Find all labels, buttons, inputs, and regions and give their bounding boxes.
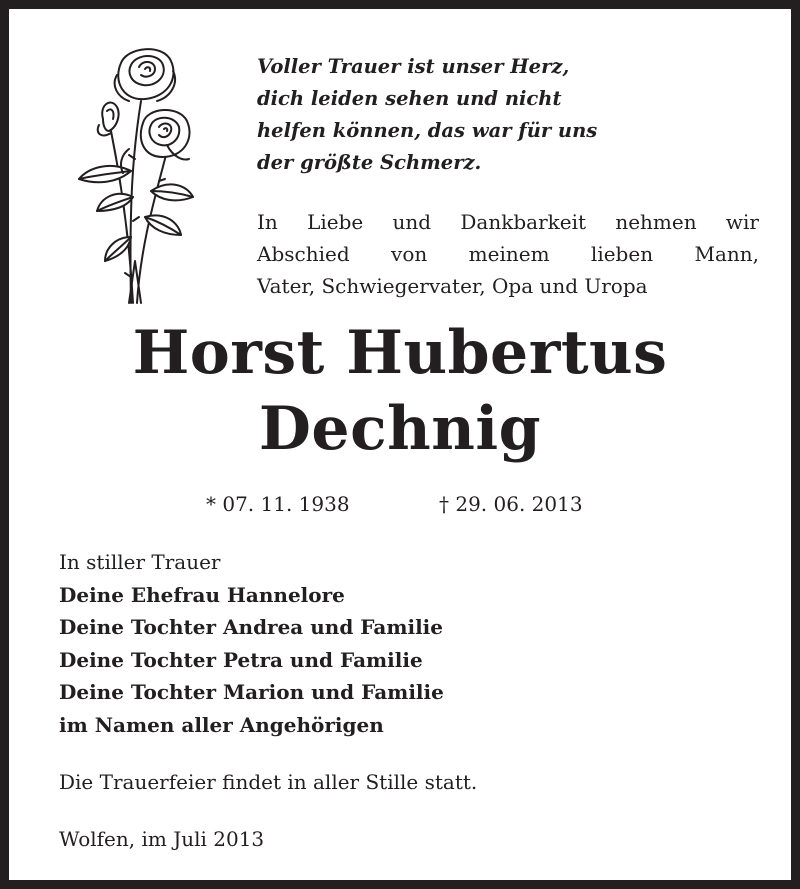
death-date: † 29. 06. 2013 <box>439 492 583 516</box>
deceased-surname: Dechnig <box>258 394 542 464</box>
intro-line: In Liebe und Dankbarkeit nehmen wir <box>257 210 759 234</box>
mourner-name: Deine Tochter Andrea und Familie <box>59 615 444 639</box>
intro-line: Abschied von meinem lieben Mann, <box>257 242 759 266</box>
roses-icon <box>71 41 201 307</box>
poem-line: dich leiden sehen und nicht <box>257 87 562 110</box>
place-date: Wolfen, im Juli 2013 <box>59 827 265 851</box>
mourners-block <box>59 546 444 741</box>
poem-line: Voller Trauer ist unser Herz, <box>257 55 570 78</box>
mourner-name: Deine Tochter Petra und Familie <box>59 647 423 672</box>
birth-date: * 07. 11. 1938 <box>206 492 350 516</box>
funeral-notice: Die Trauerfeier findet in aller Stille statt. <box>59 770 478 794</box>
mourner-name: Deine Ehefrau Hannelore <box>59 582 345 607</box>
deceased-first-names: Horst Hubertus <box>132 318 668 388</box>
poem-line: helfen können, das war für uns <box>257 119 598 142</box>
intro-line: Vater, Schwiegervater, Opa und Uropa <box>257 274 648 298</box>
mourners-lead: In stiller Trauer <box>59 550 221 574</box>
mourner-name: Deine Tochter Marion und Familie <box>59 680 444 704</box>
poem-line: der größte Schmerz. <box>257 151 482 174</box>
intro-text <box>257 206 759 302</box>
mourner-name: im Namen aller Angehörigen <box>59 712 384 737</box>
poem <box>257 51 597 179</box>
